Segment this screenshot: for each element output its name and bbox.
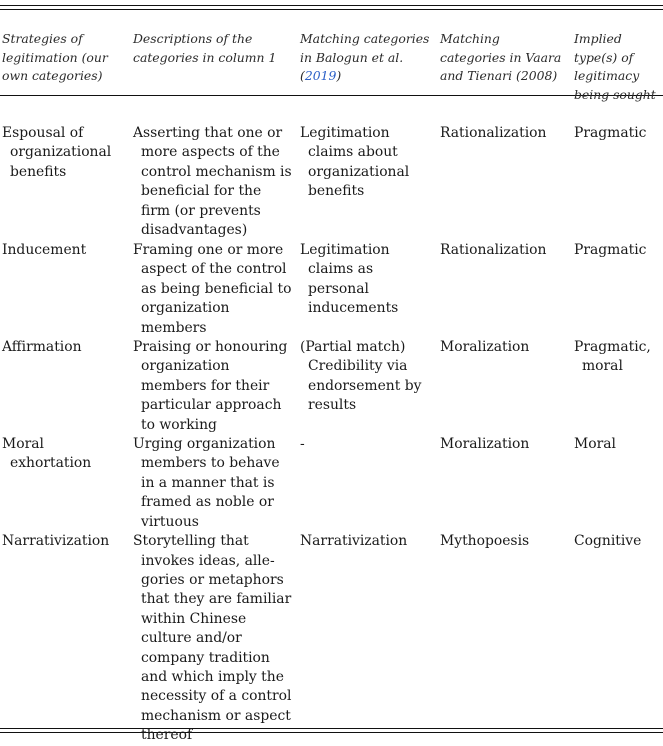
cell-strategy (0, 115, 131, 241)
cell-description (131, 241, 298, 338)
strategy-text: Espousal of organizational benefits (2, 125, 112, 180)
cell-implied (572, 435, 663, 532)
cell-strategy (0, 532, 131, 746)
table-body (0, 115, 663, 746)
cell-vaara (438, 338, 572, 435)
vaara-text: Rationalization (440, 242, 547, 258)
cell-vaara (438, 115, 572, 241)
description-text: Storytelling that invokes ideas, allegories or metaphors that they are familiar within Chinese culture and/or company tradition and which imply the necessity of a control mechanism or aspect thereof (133, 533, 292, 744)
header-balogun-close: ) (336, 68, 342, 84)
vaara-text: Moralization (440, 339, 530, 356)
implied-text: Pragmatic, moral (574, 339, 651, 375)
cell-vaara (438, 435, 572, 532)
cell-vaara (438, 241, 572, 338)
cell-balogun (298, 435, 438, 532)
implied-text: Pragmatic (574, 242, 647, 258)
cell-vaara (438, 532, 572, 746)
cell-implied (572, 241, 663, 338)
cell-implied (572, 338, 663, 435)
cell-description (131, 435, 298, 532)
description-text: Asserting that one or more aspects of the control mechanism is beneficial for the firm (or prevents disadvantages) (133, 125, 292, 239)
table-row (0, 241, 663, 338)
strategy-text: Affirmation (2, 339, 82, 356)
vaara-text: Rationalization (440, 125, 547, 141)
vaara-text: Moralization (440, 436, 530, 453)
strategy-text: Moral exhortation (2, 436, 92, 472)
cell-balogun (298, 338, 438, 435)
legitimation-strategies-table (0, 10, 663, 746)
cell-balogun (298, 115, 438, 241)
balogun-text: Legitimation claims as personal inducements (300, 242, 399, 317)
description-text: Framing one or more aspect of the control as being beneficial to organization members (133, 242, 292, 336)
cell-implied (572, 115, 663, 241)
implied-text: Moral (574, 436, 616, 453)
header-vaara: Matching categories in Vaara and Tienari (2008) (440, 31, 562, 84)
cell-strategy (0, 241, 131, 338)
balogun-text: (Partial match) Credibility via endorsement by results (300, 339, 422, 414)
balogun-text: - (300, 436, 305, 453)
table-row (0, 435, 663, 532)
cell-description (131, 338, 298, 435)
balogun-citation-link[interactable]: 2019 (304, 68, 337, 84)
table-row (0, 338, 663, 435)
header-balogun-text: Matching categories in Balogun et al. ( (300, 31, 430, 84)
strategy-text: Inducement (2, 242, 87, 258)
top-rule-outer (0, 5, 663, 6)
strategy-text: Narrativization (2, 533, 110, 550)
header-implied: Implied type(s) of legitimacy being sought (574, 31, 656, 102)
implied-text: Pragmatic (574, 125, 647, 141)
vaara-text: Mythopoesis (440, 533, 530, 550)
header-strategies: Strategies of legitimation (our own categories) (2, 31, 108, 84)
cell-description (131, 532, 298, 746)
cell-balogun (298, 241, 438, 338)
cell-implied (572, 532, 663, 746)
balogun-text: Narrativization (300, 533, 408, 550)
table-row (0, 532, 663, 746)
table-header (0, 10, 663, 115)
header-row (0, 10, 663, 115)
table-row (0, 115, 663, 241)
description-text: Urging organization members to behave in a manner that is framed as noble or virtuous (133, 436, 280, 530)
balogun-text: Legitimation claims about organizational benefits (300, 125, 410, 200)
header-descriptions: Descriptions of the categories in column 1 (133, 31, 277, 65)
cell-balogun (298, 532, 438, 746)
implied-text: Cognitive (574, 533, 642, 550)
description-text: Praising or honouring organization members for their particular approach to working (133, 339, 288, 433)
cell-strategy (0, 435, 131, 532)
header-balogun (298, 10, 438, 115)
cell-description (131, 115, 298, 241)
cell-strategy (0, 338, 131, 435)
